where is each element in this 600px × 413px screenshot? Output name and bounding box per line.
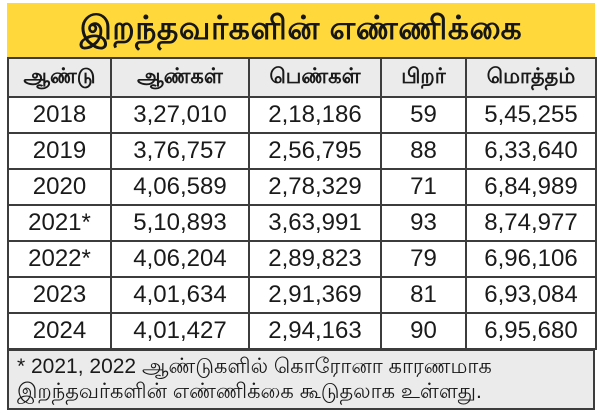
table-row <box>8 277 596 313</box>
year-cell: 2024 <box>8 313 111 349</box>
table-row <box>8 169 596 205</box>
header-row <box>8 58 596 97</box>
table-row <box>8 97 596 133</box>
table-row <box>8 133 596 169</box>
others-cell: 79 <box>381 241 466 277</box>
footnote: * 2021, 2022 ஆண்டுகளில் கொரோனா காரணமாக இறந்தவர்களின் எண்ணிக்கை கூடுதலாக உள்ளது. <box>7 349 595 410</box>
total-cell: 6,96,106 <box>466 241 596 277</box>
column-header-others: பிறர் <box>381 58 466 97</box>
others-cell: 93 <box>381 205 466 241</box>
table-row <box>8 313 596 349</box>
table-row <box>8 205 596 241</box>
males-cell: 4,06,589 <box>111 169 249 205</box>
females-cell: 2,56,795 <box>249 133 381 169</box>
others-cell: 90 <box>381 313 466 349</box>
year-cell: 2018 <box>8 97 111 133</box>
females-cell: 2,94,163 <box>249 313 381 349</box>
deaths-table <box>7 57 597 350</box>
year-cell: 2022* <box>8 241 111 277</box>
total-cell: 6,93,084 <box>466 277 596 313</box>
males-cell: 4,01,634 <box>111 277 249 313</box>
others-cell: 59 <box>381 97 466 133</box>
year-cell: 2023 <box>8 277 111 313</box>
table-graphic <box>7 3 595 410</box>
column-header-females: பெண்கள் <box>249 58 381 97</box>
males-cell: 3,27,010 <box>111 97 249 133</box>
females-cell: 2,91,369 <box>249 277 381 313</box>
males-cell: 4,01,427 <box>111 313 249 349</box>
females-cell: 2,18,186 <box>249 97 381 133</box>
others-cell: 71 <box>381 169 466 205</box>
total-cell: 6,33,640 <box>466 133 596 169</box>
total-cell: 5,45,255 <box>466 97 596 133</box>
females-cell: 3,63,991 <box>249 205 381 241</box>
year-cell: 2019 <box>8 133 111 169</box>
column-header-year: ஆண்டு <box>8 58 111 97</box>
total-cell: 6,95,680 <box>466 313 596 349</box>
year-cell: 2021* <box>8 205 111 241</box>
total-cell: 8,74,977 <box>466 205 596 241</box>
page-title: இறந்தவர்களின் எண்ணிக்கை <box>7 3 595 57</box>
others-cell: 81 <box>381 277 466 313</box>
males-cell: 4,06,204 <box>111 241 249 277</box>
females-cell: 2,89,823 <box>249 241 381 277</box>
males-cell: 5,10,893 <box>111 205 249 241</box>
males-cell: 3,76,757 <box>111 133 249 169</box>
column-header-total: மொத்தம் <box>466 58 596 97</box>
total-cell: 6,84,989 <box>466 169 596 205</box>
others-cell: 88 <box>381 133 466 169</box>
table-row <box>8 241 596 277</box>
females-cell: 2,78,329 <box>249 169 381 205</box>
column-header-males: ஆண்கள் <box>111 58 249 97</box>
year-cell: 2020 <box>8 169 111 205</box>
